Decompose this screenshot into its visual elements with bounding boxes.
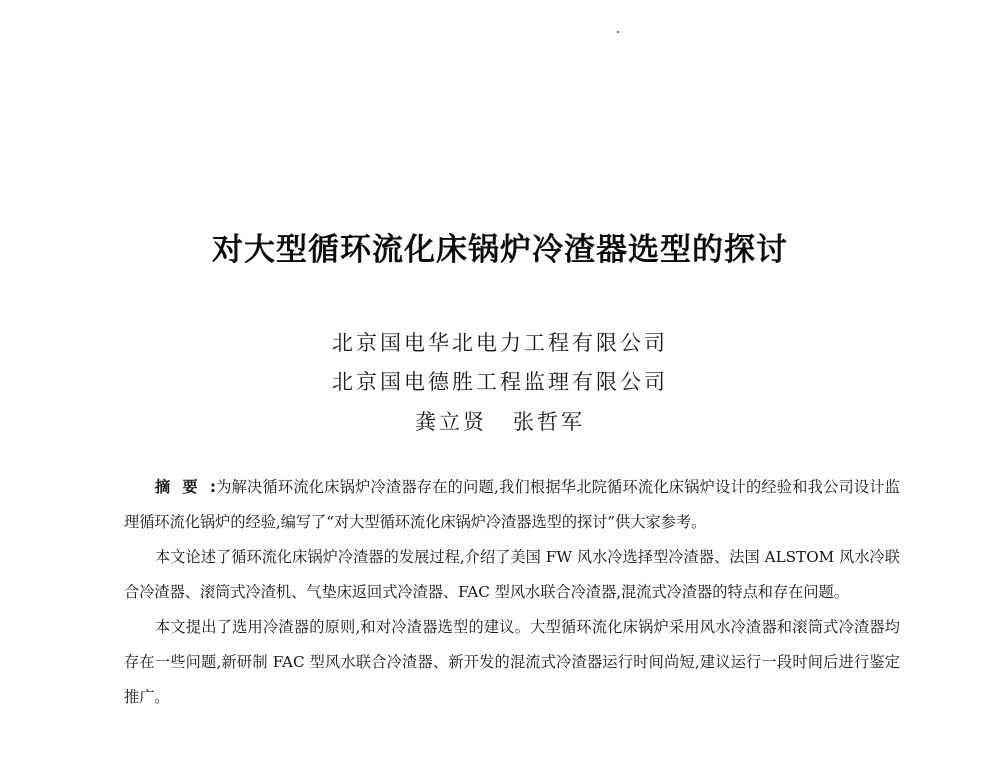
scan-speck <box>617 31 619 33</box>
abstract-colon: : <box>209 478 216 496</box>
abstract-paragraph-1-text: 为解决循环流化床锅炉冷渣器存在的问题,我们根据华北院循环流化床锅炉设计的经验和我公司设计监理循环流化锅炉的经验,编写了“对大型循环流化床锅炉冷渣器选型的探讨”供大家参考。 <box>124 478 901 531</box>
abstract-paragraph-1 <box>124 470 900 540</box>
author-2: 张哲军 <box>513 410 585 434</box>
abstract-paragraph-2: 本文论述了循环流化床锅炉冷渣器的发展过程,介绍了美国 FW 风水冷选择型冷渣器、法国 ALSTOM 风水冷联合冷渣器、滚筒式冷渣机、气垫床返回式冷渣器、FAC 型风水联合冷渣器,混流式冷渣器的特点和存在问题。 <box>124 548 900 601</box>
author-1: 龚立贤 <box>415 410 487 434</box>
affiliation-1: 北京国电华北电力工程有限公司 <box>332 331 668 355</box>
abstract-label: 摘要 <box>155 478 210 496</box>
author-line <box>0 406 1000 436</box>
abstract-body <box>124 470 900 715</box>
paper-title: 对大型循环流化床锅炉冷渣器选型的探讨 <box>212 232 788 268</box>
abstract-paragraph-3: 本文提出了选用冷渣器的原则,和对冷渣器选型的建议。大型循环流化床锅炉采用风水冷渣器和滚筒式冷渣器均存在一些问题,新研制 FAC 型风水联合冷渣器、新开发的混流式冷渣器运行时间尚短,建议运行一段时间后进行鉴定推广。 <box>124 618 900 706</box>
affiliation-2: 北京国电德胜工程监理有限公司 <box>332 370 668 394</box>
